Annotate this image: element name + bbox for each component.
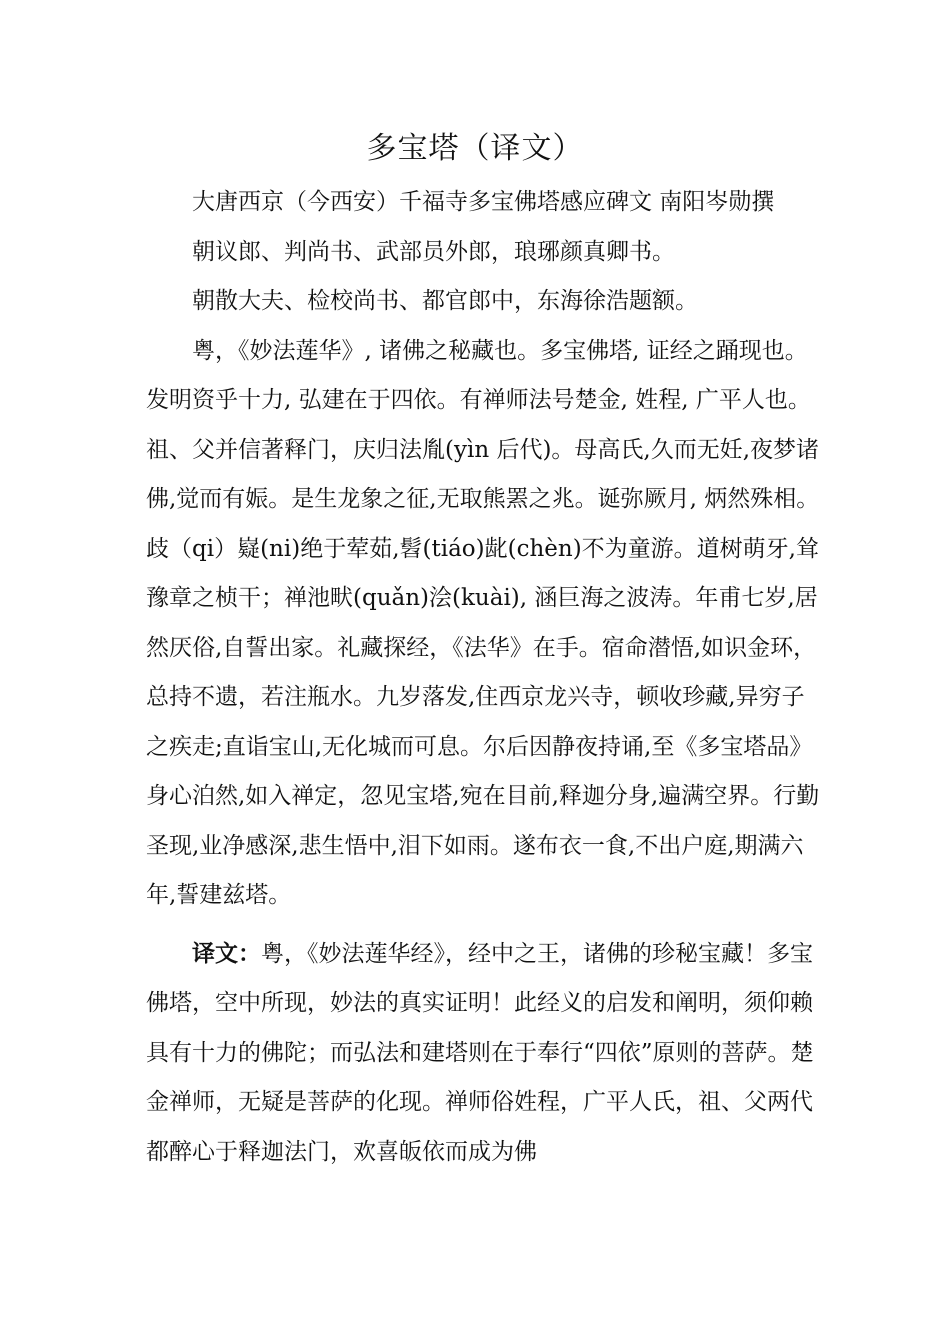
document-title: 多宝塔（译文） bbox=[366, 131, 584, 166]
translation-paragraph bbox=[146, 929, 826, 1178]
author-line: 大唐西京（今西安）千福寺多宝佛塔感应碑文 南阳岑勋撰 bbox=[192, 189, 775, 215]
translation-label: 译文： bbox=[192, 939, 261, 967]
document-body bbox=[146, 178, 826, 1177]
original-text-paragraph: 粤，《妙法莲华》, 诸佛之秘藏也。多宝佛塔, 证经之踊现也。发明资乎十力, 弘建在于四依。有禅师法号楚金, 姓程, 广平人也。祖、父并信著释门，庆归法胤(yìn 后代)。母高氏,久而无妊,夜梦诸佛,觉而有娠。是生龙象之征,无取熊罴之兆。诞弥厥月, 炳然殊相。歧（qi）嶷(ni)绝于荤茹,髫(tiáo)龀(chèn)不为童游。道树萌牙,耸豫章之桢干；禅池畎(quǎn)浍(kuài), 涵巨海之波涛。年甫七岁,居然厌俗,自誓出家。礼藏探经，《法华》在手。宿命潜悟,如识金环，总持不遗，若注瓶水。九岁落发,住西京龙兴寺，顿收珍藏,异穷子之疾走;直诣宝山,无化城而可息。尔后因静夜持诵,至《多宝塔品》身心泊然,如入禅定，忽见宝塔,宛在目前,释迦分身,遍满空界。行勤圣现,业净感深,悲生悟中,泪下如雨。遂布衣一食,不出户庭,期满六年,誓建兹塔。 bbox=[146, 337, 820, 908]
calligrapher-line: 朝议郎、判尚书、武部员外郎，琅琊颜真卿书。 bbox=[192, 238, 675, 265]
inscriber-line: 朝散大夫、检校尚书、都官郎中，东海徐浩题额。 bbox=[192, 288, 698, 314]
translation-text: 粤，《妙法莲华经》，经中之王，诸佛的珍秘宝藏！多宝佛塔，空中所现，妙法的真实证明！此经义的启发和阐明，须仰赖具有十力的佛陀；而弘法和建塔则在于奉行“四依”原则的菩萨。楚金禅师，无疑是菩萨的化现。禅师俗姓程，广平人氏，祖、父两代都醉心于释迦法门，欢喜皈依而成为佛 bbox=[146, 940, 814, 1165]
